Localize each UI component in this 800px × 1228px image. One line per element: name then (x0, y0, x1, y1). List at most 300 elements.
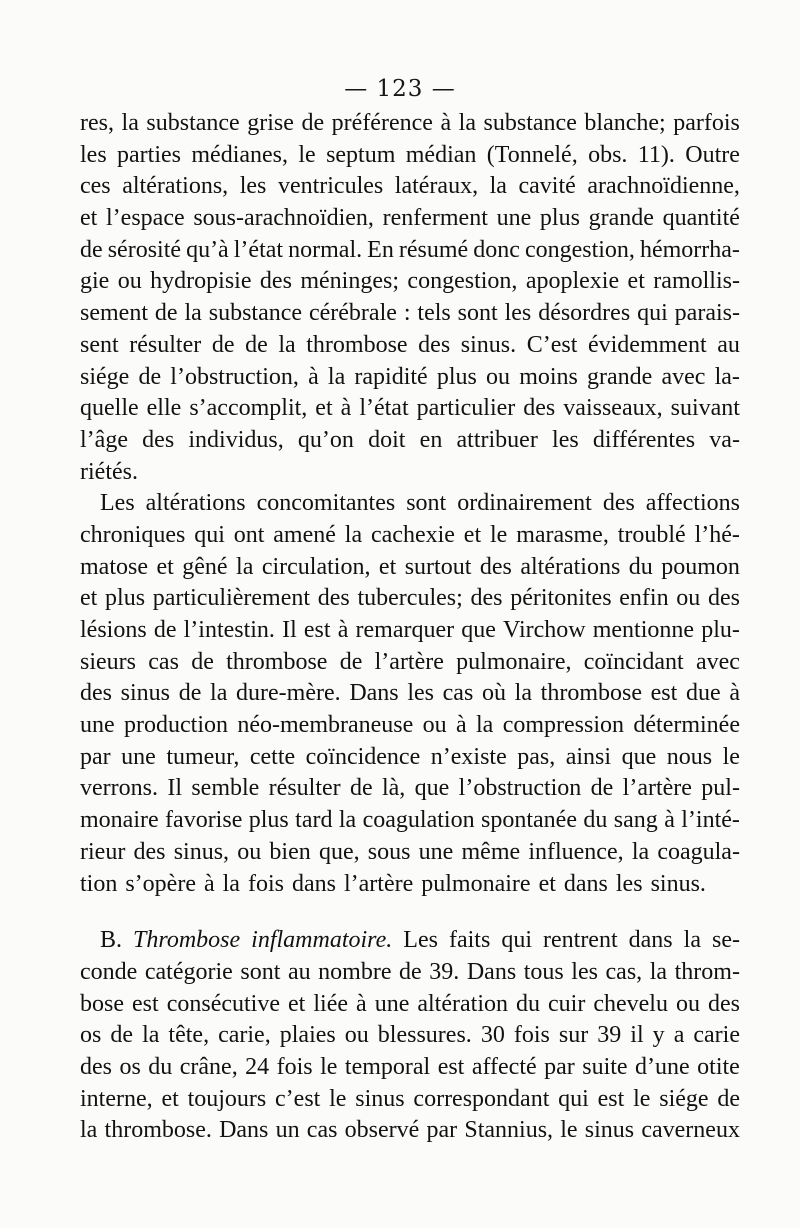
word: où (481, 680, 506, 707)
word: amené (273, 521, 336, 548)
word: attribuer (456, 426, 538, 453)
word: désordres (538, 300, 631, 327)
word: l’âge (80, 426, 128, 453)
word: monaire (80, 807, 159, 834)
word: sérosité (107, 236, 182, 263)
word: et (288, 990, 306, 1017)
word: du (628, 553, 653, 580)
word: de (245, 331, 268, 358)
word: altérations, (122, 173, 229, 200)
word: doit (368, 426, 406, 453)
word: dans (563, 870, 608, 897)
word: particulièrement (152, 585, 311, 612)
word: même (461, 838, 521, 865)
word: 11). (637, 141, 675, 168)
word: siége (80, 363, 130, 390)
word: du (516, 990, 540, 1017)
word: substance (208, 300, 303, 327)
word: coagulation (362, 807, 475, 834)
word: péritonites (510, 585, 612, 612)
word: la (631, 838, 650, 865)
word: la (80, 1117, 98, 1144)
word: tels (417, 300, 451, 327)
word: thrombose. (104, 1117, 212, 1144)
word: les (615, 870, 643, 897)
word: liée (313, 990, 348, 1017)
word: pulmonaire (421, 870, 531, 897)
word: Les (100, 490, 135, 517)
word: l’obstruction (458, 775, 582, 802)
word: sont (457, 300, 498, 327)
word: remarquer (355, 617, 455, 643)
word: altérations (145, 490, 246, 517)
text-line (80, 615, 740, 647)
word: surtout (404, 553, 472, 580)
word: un (275, 1117, 300, 1144)
text-line (80, 140, 740, 172)
word: et (378, 553, 397, 580)
word: de (211, 331, 235, 358)
word: faits (448, 927, 491, 954)
word: la- (714, 363, 740, 390)
word: thrombose (226, 648, 328, 675)
word: fois (247, 870, 284, 897)
word: et (315, 395, 333, 422)
word: blanche; (584, 110, 666, 136)
word: dans (291, 870, 336, 897)
word: sont (406, 490, 447, 517)
word: la (327, 363, 346, 390)
word: sement (80, 300, 148, 327)
word: le (298, 141, 316, 168)
word: grande (587, 363, 653, 390)
word: l’artère (374, 648, 444, 675)
word: donc (473, 236, 520, 263)
word: semble (191, 775, 260, 802)
word: renferment (382, 205, 488, 232)
word: sous-arachnoïdien, (193, 205, 374, 232)
text-line (80, 1084, 740, 1116)
word: l’inté- (681, 807, 740, 834)
word: ramollis- (653, 268, 740, 295)
word: cas (148, 648, 179, 675)
word: une (496, 205, 532, 232)
word: à (456, 712, 467, 739)
word: l’obstruction, (170, 363, 299, 390)
word: tard (295, 807, 333, 834)
word: mentionne (592, 617, 695, 643)
word: pulmonaire, (456, 648, 572, 675)
word: rieur (80, 838, 126, 865)
word: cas (306, 1117, 338, 1144)
word: va- (709, 426, 740, 453)
word: nombre (318, 958, 392, 985)
word: cérébrale (308, 300, 397, 327)
text-line (80, 957, 740, 989)
word: par (544, 1053, 575, 1080)
word: de (301, 110, 325, 136)
word: l’intestin. (183, 617, 275, 643)
word: sous (367, 838, 411, 865)
word: de (153, 617, 177, 643)
word: tumeur, (166, 743, 240, 770)
word: la (489, 173, 507, 200)
word: hémorrha- (639, 236, 740, 263)
word: une (121, 743, 156, 770)
word: des (708, 585, 740, 612)
word: les (239, 173, 267, 200)
text-line (80, 235, 740, 267)
text-line (80, 925, 740, 957)
word: à (337, 617, 349, 643)
word: la (121, 110, 139, 136)
word: thrombose (540, 680, 642, 707)
word: parais- (674, 300, 740, 327)
word: est (650, 680, 678, 707)
word: bien (269, 838, 311, 865)
word: sinus. (460, 331, 517, 358)
word: B. (100, 927, 123, 954)
word: res, (80, 110, 114, 136)
word: Stannius, (464, 1117, 554, 1144)
word: une (374, 990, 410, 1017)
word: au (287, 958, 311, 985)
word: siége (659, 1085, 709, 1112)
word: est (132, 990, 159, 1017)
word: et (538, 870, 556, 897)
word: troublé (617, 521, 686, 548)
paragraph-gap (80, 900, 740, 925)
word: thrombose (306, 331, 408, 358)
word: une (418, 838, 454, 865)
word: interne, (80, 1085, 153, 1112)
text-line (80, 1052, 740, 1084)
word: et (80, 205, 98, 232)
word: y (652, 1022, 665, 1049)
word: Outre (685, 141, 740, 168)
word: à (308, 363, 319, 390)
word: Il (282, 617, 297, 643)
word: cas (442, 680, 474, 707)
text-line (80, 520, 740, 552)
word: affecté (471, 1053, 537, 1080)
word: arachnoïdienne, (587, 173, 740, 200)
word: la (649, 958, 668, 985)
word: déterminée (633, 712, 740, 739)
word: influence, (528, 838, 624, 865)
word: est (437, 1053, 465, 1080)
word: septum (326, 141, 396, 168)
word: compression (502, 712, 625, 739)
word: qu’à (186, 236, 229, 263)
word: sinus (584, 1117, 635, 1144)
word: le (560, 1117, 578, 1144)
word: spontanée (481, 807, 577, 834)
word: tous (523, 958, 564, 985)
word: là, (381, 775, 406, 802)
word: la (278, 331, 296, 358)
word: que, (318, 838, 360, 865)
word: ces (80, 173, 111, 200)
word: la (210, 680, 228, 707)
word: ainsi (565, 743, 612, 770)
word: sinus. (650, 870, 706, 897)
word: C’est (526, 331, 578, 358)
word: qui (558, 1085, 589, 1112)
word: une (80, 712, 115, 739)
word: différentes (592, 426, 696, 453)
word: grande (588, 205, 654, 232)
word: enfin (619, 585, 669, 612)
word: n’existe (430, 743, 507, 770)
word: verrons. (80, 775, 158, 802)
word: tion (80, 870, 118, 897)
word: néo-membraneuse (237, 712, 414, 739)
word: à (729, 680, 740, 707)
word: hydropisie (150, 268, 252, 295)
word: affections (645, 490, 740, 517)
word: médianes, (191, 141, 289, 168)
word: latéraux, (394, 173, 479, 200)
word: cavité (518, 173, 576, 200)
word: l’état (233, 236, 284, 263)
word: l’état (359, 395, 409, 422)
word: quelle (80, 395, 139, 422)
word: tubercules; (357, 585, 463, 612)
word: de (191, 648, 214, 675)
word: lésions (80, 617, 147, 643)
word: En (367, 236, 394, 263)
text-line (80, 583, 740, 615)
word: tête, (168, 1022, 210, 1049)
word: sinus (355, 1085, 405, 1112)
word: le (320, 1053, 338, 1080)
word: rentrent (543, 927, 618, 954)
word: à (340, 395, 352, 422)
word: os (119, 1053, 141, 1080)
word: chroniques (80, 521, 186, 548)
word: favorise (165, 807, 243, 834)
word: des (317, 585, 350, 612)
word: de (717, 1085, 740, 1112)
word: matose (80, 553, 148, 580)
word: a (673, 1022, 685, 1049)
word: substance (146, 110, 240, 136)
word: individus, (188, 426, 284, 453)
word: s’opère (125, 870, 196, 897)
text-line (80, 108, 740, 140)
text-line (80, 647, 740, 679)
word: qui (637, 300, 668, 327)
word: sent (80, 331, 119, 358)
word: le (633, 1085, 651, 1112)
word: ventricules (277, 173, 384, 200)
text-line (80, 678, 740, 710)
text-line (80, 298, 740, 330)
word: et (627, 268, 645, 295)
text-line (80, 710, 740, 742)
word: évidemment (587, 331, 707, 358)
word: avec (661, 363, 706, 390)
word: ou (117, 268, 142, 295)
word: et (80, 585, 98, 612)
word: particulier (416, 395, 516, 422)
text-line (80, 837, 740, 869)
word: congestion, (407, 268, 518, 295)
body-text (80, 108, 740, 1147)
word: correspondant (413, 1085, 550, 1112)
word: du (583, 807, 608, 834)
word: Dans (349, 680, 399, 707)
word: méninges; (300, 268, 399, 295)
word: des (470, 585, 503, 612)
word: il (630, 1022, 644, 1049)
text-line (80, 773, 740, 805)
word: de (349, 775, 373, 802)
word: cachexie (370, 521, 455, 548)
word: et (156, 553, 174, 580)
word: plus (436, 363, 477, 390)
word: sinus, (173, 838, 230, 865)
word: obs. (588, 141, 628, 168)
word: ou (675, 990, 700, 1017)
word: altération (417, 990, 508, 1017)
word: la (344, 521, 363, 548)
word: consécutive (166, 990, 280, 1017)
text-line (80, 266, 740, 298)
word: s’accomplit, (189, 395, 308, 422)
word: riétés. (80, 458, 138, 485)
word: avec (695, 648, 740, 675)
word: parfois (673, 110, 740, 136)
word: c’est (275, 1085, 321, 1112)
word: sieurs (80, 648, 136, 675)
word: : (403, 300, 411, 327)
word: au (717, 331, 740, 358)
word: fois (276, 1053, 313, 1080)
word: toujours (187, 1085, 267, 1112)
text-line (80, 552, 740, 584)
word: et (463, 521, 482, 548)
word: chevelu (593, 990, 668, 1017)
text-line (80, 362, 740, 394)
word: qu’on (297, 426, 354, 453)
word: coagula- (657, 838, 740, 865)
word: le (329, 1085, 347, 1112)
word: à (203, 870, 215, 897)
text-line (80, 742, 740, 774)
word: cette (249, 743, 296, 770)
word: normal. (288, 236, 363, 263)
word: l’hé- (694, 521, 740, 548)
word: est (597, 1085, 625, 1112)
word: dure-mère. (236, 680, 341, 707)
word: Thrombose (133, 927, 241, 954)
text-line (80, 488, 740, 520)
word: de (110, 1022, 134, 1049)
word: carie, (218, 1022, 271, 1049)
word: Dans (219, 1117, 269, 1144)
word: des (479, 553, 512, 580)
word: apoplexie (525, 268, 620, 295)
word: les (571, 958, 598, 985)
text-line (80, 171, 740, 203)
word: altérations (520, 553, 621, 580)
word: coïncidant (583, 648, 684, 675)
word: de (178, 680, 202, 707)
word: production (124, 712, 228, 739)
word: suivant (670, 395, 740, 422)
word: ont (233, 521, 265, 548)
word: elle (146, 395, 182, 422)
word: gêné (182, 553, 228, 580)
word: des (602, 490, 635, 517)
text-line (80, 869, 740, 901)
word: qui (194, 521, 225, 548)
word: fois (513, 1022, 550, 1049)
word: résulter (268, 775, 341, 802)
word: inflammatoire. (251, 927, 393, 954)
word: de (154, 300, 178, 327)
word: sang (613, 807, 658, 834)
word: coïncidence (305, 743, 421, 770)
word: ou (344, 1022, 369, 1049)
word: par (80, 743, 111, 770)
word: gie (80, 268, 110, 295)
text-line (80, 805, 740, 837)
word: des (133, 838, 166, 865)
word: des (259, 268, 292, 295)
word: et (161, 1085, 179, 1112)
word: préférence (331, 110, 433, 136)
word: carie (693, 1022, 740, 1049)
word: ou (486, 363, 511, 390)
word: plaies (279, 1022, 336, 1049)
word: dans (628, 927, 673, 954)
word: de (80, 236, 103, 263)
word: conde (80, 958, 138, 985)
word: des (80, 1053, 112, 1080)
text-line (80, 457, 740, 489)
word: la (184, 300, 202, 327)
word: cas, (605, 958, 643, 985)
word: médian (405, 141, 477, 168)
word: 30 (480, 1022, 505, 1049)
word: des (523, 395, 556, 422)
word: pul- (701, 775, 740, 802)
word: de (399, 958, 422, 985)
word: Dans (466, 958, 517, 985)
text-line (80, 203, 740, 235)
word: de (339, 648, 363, 675)
word: os (80, 1022, 102, 1049)
word: que (621, 743, 657, 770)
word: de (590, 775, 614, 802)
text-line (80, 989, 740, 1021)
word: la (142, 1022, 160, 1049)
word: le (722, 743, 740, 770)
word: sinus (120, 680, 171, 707)
word: ordinairement (457, 490, 592, 517)
word: temporal (344, 1053, 431, 1080)
word: suite (582, 1053, 628, 1080)
word: sur (558, 1022, 589, 1049)
word: congestion, (524, 236, 635, 263)
word: Il (167, 775, 182, 802)
word: (Tonnelé, (486, 141, 578, 168)
text-line (80, 330, 740, 362)
word: plus (105, 585, 146, 612)
